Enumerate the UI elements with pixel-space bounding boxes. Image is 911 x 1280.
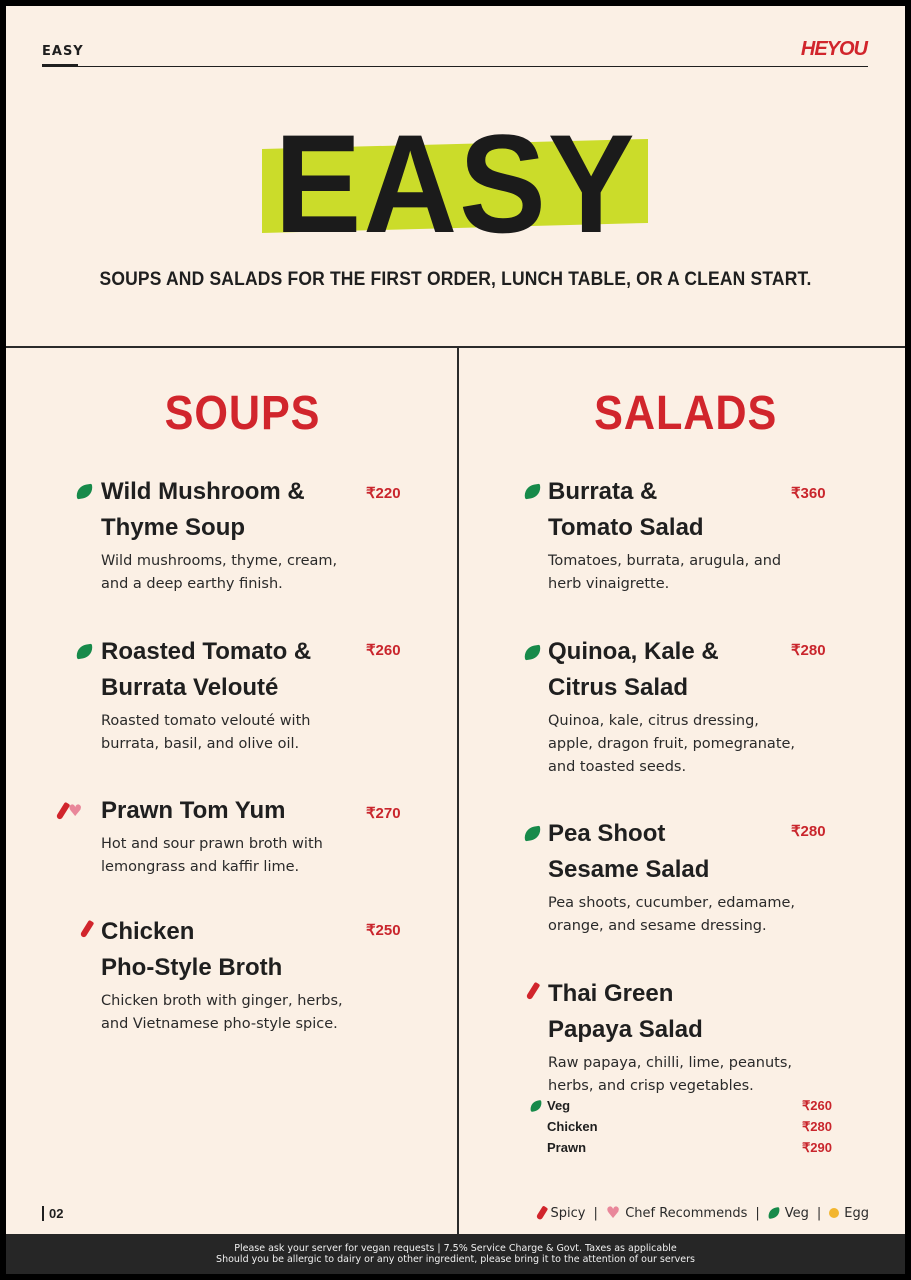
egg-icon bbox=[829, 1208, 839, 1218]
item-description-line: herbs, and crisp vegetables. bbox=[548, 1078, 754, 1094]
menu-item bbox=[101, 634, 371, 756]
item-price: ₹270 bbox=[366, 805, 401, 822]
item-name-line: Sesame Salad bbox=[548, 856, 710, 883]
item-icons bbox=[76, 645, 93, 658]
legend-veg: Veg bbox=[784, 1205, 809, 1221]
variant-row bbox=[547, 1098, 832, 1119]
column-divider bbox=[457, 347, 459, 1234]
leaf-icon bbox=[523, 826, 542, 842]
item-name bbox=[101, 474, 351, 546]
item-description-line: Quinoa, kale, citrus dressing, bbox=[548, 713, 759, 729]
section-divider bbox=[6, 346, 905, 348]
variant-price: ₹290 bbox=[802, 1140, 832, 1155]
variant-label: Chicken bbox=[547, 1119, 598, 1134]
legend-chef: Chef Recommends bbox=[625, 1205, 748, 1221]
legend bbox=[539, 1205, 869, 1221]
section-label: EASY bbox=[42, 44, 84, 59]
item-icons bbox=[524, 485, 541, 498]
item-description-line: apple, dragon fruit, pomegranate, bbox=[548, 736, 796, 752]
price-variants bbox=[547, 1098, 832, 1161]
menu-item bbox=[548, 474, 818, 596]
item-icons bbox=[60, 802, 82, 820]
legend-separator: | bbox=[816, 1205, 822, 1221]
item-description-line: Wild mushrooms, thyme, cream, bbox=[101, 553, 338, 569]
item-price: ₹260 bbox=[366, 642, 401, 659]
variant-label: Veg bbox=[547, 1098, 571, 1113]
item-description-line: Chicken broth with ginger, herbs, bbox=[101, 993, 343, 1009]
variant-price: ₹260 bbox=[802, 1098, 832, 1113]
item-name bbox=[548, 976, 798, 1048]
menu-item bbox=[101, 914, 371, 1036]
item-description-line: Hot and sour prawn broth with bbox=[101, 836, 323, 852]
item-description bbox=[101, 990, 371, 1036]
item-description-line: and a deep earthy finish. bbox=[101, 576, 283, 592]
item-description-line: Tomatoes, burrata, arugula, and bbox=[548, 553, 782, 569]
item-description-line: and toasted seeds. bbox=[548, 759, 687, 775]
item-description-line: orange, and sesame dressing. bbox=[548, 918, 767, 934]
item-icons bbox=[76, 485, 93, 498]
item-name-line: Tomato Salad bbox=[548, 514, 704, 541]
item-name-line: Thai Green bbox=[548, 980, 674, 1007]
item-icons bbox=[530, 982, 536, 1000]
chili-icon bbox=[80, 920, 95, 938]
menu-item bbox=[548, 976, 818, 1098]
item-price: ₹220 bbox=[366, 485, 401, 502]
item-name-line: Pea Shoot bbox=[548, 820, 666, 847]
item-name-line: Wild Mushroom & bbox=[101, 478, 305, 505]
leaf-icon bbox=[523, 484, 542, 500]
item-description-line: lemongrass and kaffir lime. bbox=[101, 859, 300, 875]
item-description-line: and Vietnamese pho-style spice. bbox=[101, 1016, 338, 1032]
item-name-line: Pho-Style Broth bbox=[101, 954, 283, 981]
item-description bbox=[101, 710, 371, 756]
menu-item bbox=[548, 634, 818, 779]
item-description-line: Pea shoots, cucumber, edamame, bbox=[548, 895, 796, 911]
brand-logo: HEYOU bbox=[800, 38, 867, 60]
footer-bar bbox=[6, 1234, 905, 1274]
heart-icon: ♥ bbox=[68, 801, 83, 820]
legend-spicy: Spicy bbox=[550, 1205, 586, 1221]
item-name bbox=[548, 634, 798, 706]
legend-separator: | bbox=[755, 1205, 760, 1221]
leaf-icon bbox=[75, 484, 94, 500]
hero-title: EASY bbox=[274, 105, 637, 262]
leaf-icon bbox=[529, 1100, 543, 1112]
salads-heading: SALADS bbox=[594, 387, 778, 440]
item-description bbox=[548, 710, 818, 779]
item-description bbox=[101, 550, 371, 596]
chili-icon bbox=[526, 982, 541, 1000]
leaf-icon bbox=[767, 1207, 781, 1219]
menu-item bbox=[548, 816, 818, 938]
item-name-line: Burrata & bbox=[548, 478, 658, 505]
item-description bbox=[548, 550, 818, 596]
item-description-line: Roasted tomato velouté with bbox=[101, 713, 311, 729]
header-rule bbox=[42, 66, 868, 67]
page-number: 02 bbox=[42, 1206, 63, 1221]
item-name-line: Roasted Tomato & bbox=[101, 638, 312, 665]
variant-price: ₹280 bbox=[802, 1119, 832, 1134]
soups-heading: SOUPS bbox=[164, 387, 321, 440]
item-icons bbox=[524, 646, 541, 659]
legend-egg: Egg bbox=[844, 1205, 869, 1221]
item-price: ₹250 bbox=[366, 922, 401, 939]
footer-line: Please ask your server for vegan requests | 7.5% Service Charge & Govt. Taxes as applicable bbox=[234, 1243, 677, 1254]
item-name-line: Prawn Tom Yum bbox=[101, 797, 286, 824]
item-name-line: Burrata Velouté bbox=[101, 674, 279, 701]
item-description-line: herb vinaigrette. bbox=[548, 576, 670, 592]
item-name-line: Chicken bbox=[101, 918, 195, 945]
footer-line: Should you be allergic to dairy or any other ingredient, please bring it to the attention of our servers bbox=[216, 1254, 695, 1265]
variant-row bbox=[547, 1140, 832, 1161]
menu-item bbox=[101, 474, 371, 596]
leaf-icon bbox=[75, 644, 94, 660]
item-name bbox=[548, 474, 798, 546]
item-name bbox=[548, 816, 798, 888]
item-price: ₹280 bbox=[791, 823, 826, 840]
variant-row bbox=[547, 1119, 832, 1140]
legend-separator: | bbox=[593, 1205, 598, 1221]
item-name bbox=[101, 793, 351, 829]
item-name bbox=[101, 634, 351, 706]
item-icons bbox=[524, 827, 541, 840]
item-description-line: burrata, basil, and olive oil. bbox=[101, 736, 300, 752]
heart-icon: ♥ bbox=[605, 1203, 621, 1222]
item-name-line: Citrus Salad bbox=[548, 674, 689, 701]
menu-page bbox=[6, 6, 905, 1274]
menu-item bbox=[101, 793, 371, 879]
item-description bbox=[548, 1052, 818, 1098]
item-name-line: Thyme Soup bbox=[101, 514, 246, 541]
hero-tagline: SOUPS AND SALADS FOR THE FIRST ORDER, LUNCH TABLE, OR A CLEAN START. bbox=[99, 269, 812, 290]
item-description bbox=[101, 833, 371, 879]
item-price: ₹280 bbox=[791, 642, 826, 659]
item-price: ₹360 bbox=[791, 485, 826, 502]
item-description-line: Raw papaya, chilli, lime, peanuts, bbox=[548, 1055, 793, 1071]
item-name-line: Quinoa, Kale & bbox=[548, 638, 719, 665]
item-name bbox=[101, 914, 351, 986]
variant-label: Prawn bbox=[547, 1140, 587, 1155]
item-name-line: Papaya Salad bbox=[548, 1016, 703, 1043]
leaf-icon bbox=[523, 645, 542, 661]
chili-icon bbox=[536, 1205, 549, 1220]
item-icons bbox=[84, 920, 90, 938]
item-description bbox=[548, 892, 818, 938]
